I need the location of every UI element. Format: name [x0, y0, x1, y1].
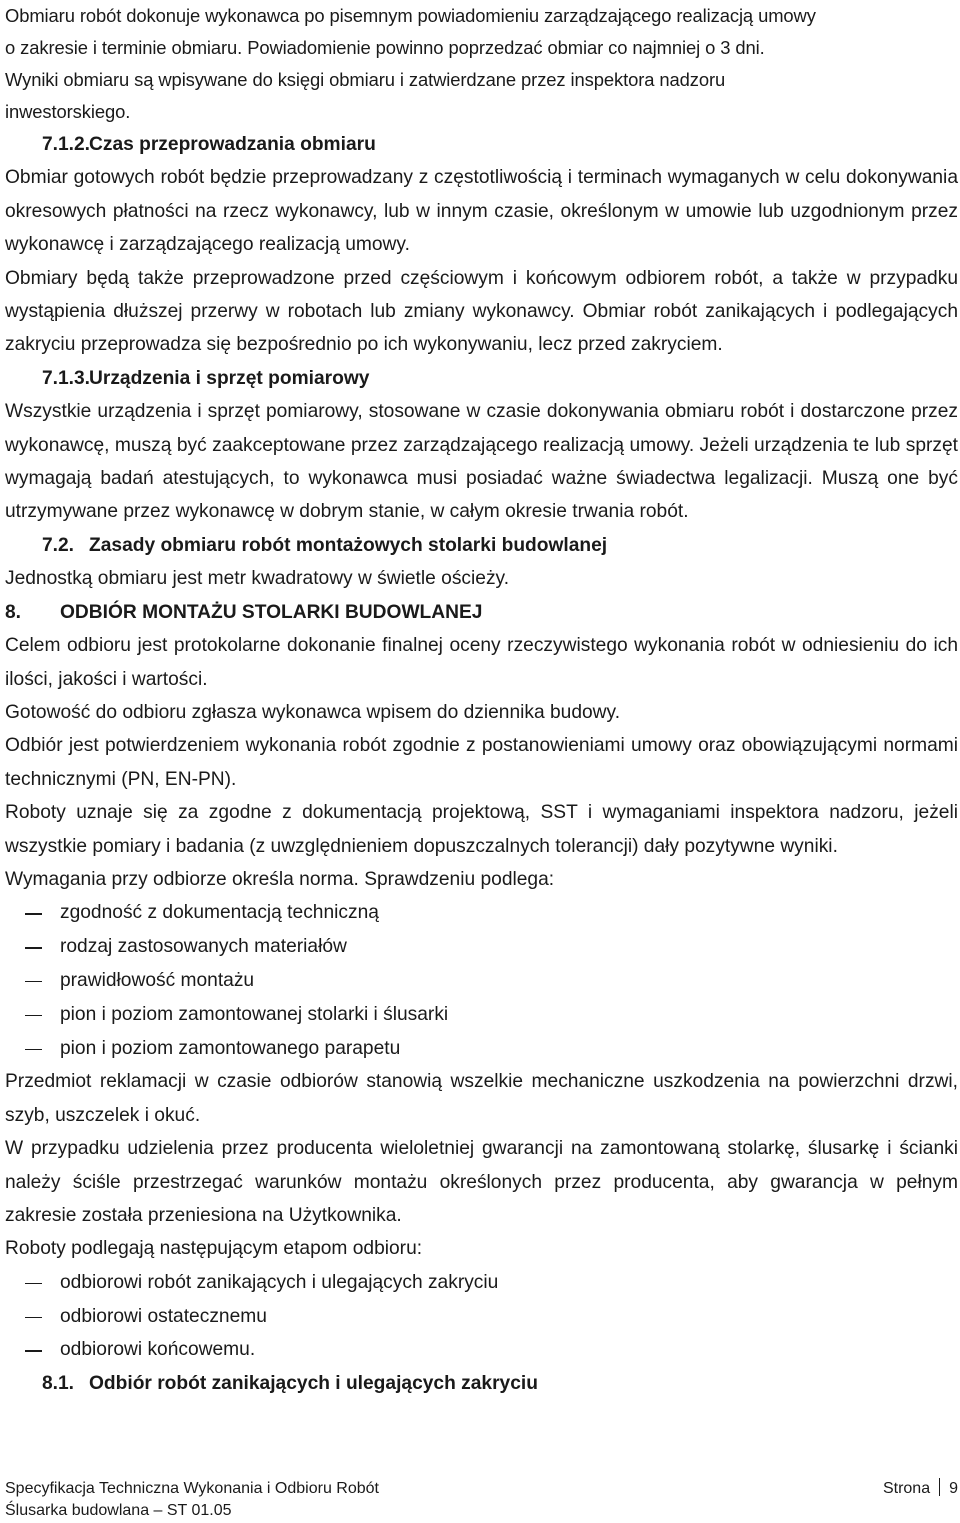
footer-spec-code: Ślusarka budowlana – ST 01.05 [5, 1502, 232, 1519]
paragraph: Wymagania przy odbiorze określa norma. Sprawdzeniu podlega: [5, 868, 555, 890]
dash-bullet-icon [25, 981, 42, 983]
list-item: pion i poziom zamontowanej stolarki i ślusarki [5, 998, 958, 1032]
paragraph: Celem odbioru jest protokolarne dokonanie finalnej oceny rzeczywistego wykonania robót w odniesieniu do ich ilości, jakości i wartości. [5, 635, 958, 690]
dash-bullet-icon [25, 1317, 42, 1319]
footer-spec-title: Specyfikacja Techniczna Wykonania i Odbioru Robót [5, 1480, 379, 1497]
section-title: ODBIÓR MONTAŻU STOLARKI BUDOWLANEJ [60, 601, 483, 623]
intro-line: inwestorskiego. [5, 101, 131, 122]
dash-bullet-icon [25, 1049, 42, 1051]
section-number: 7.1.2. [42, 134, 91, 155]
dash-bullet-icon [25, 947, 42, 949]
dash-bullet-icon [25, 1350, 42, 1352]
paragraph: Jednostką obmiaru jest metr kwadratowy w świetle ościeży. [5, 568, 510, 590]
section-heading-8 [5, 596, 958, 629]
page-label: Strona [882, 1480, 931, 1497]
section-heading-7-1-3 [5, 362, 958, 395]
section-title: Odbiór robót zanikających i ulegających zakryciu [89, 1373, 538, 1395]
list-item: odbiorowi końcowemu. [5, 1333, 958, 1367]
list-item: prawidłowość montażu [5, 964, 958, 998]
paragraph: Przedmiot reklamacji w czasie odbiorów stanowią wszelkie mechaniczne uszkodzenia na powierzchni drzwi, szyb, uszczelek i okuć. [5, 1071, 958, 1126]
intro-line: Obmiaru robót dokonuje wykonawca po pisemnym powiadomieniu zarządzającego realizacją umowy [5, 5, 816, 26]
section-heading-8-1 [5, 1367, 958, 1400]
list-item: odbiorowi ostatecznemu [5, 1300, 958, 1334]
intro-text [5, 0, 958, 128]
section-heading-7-2 [5, 529, 958, 562]
document-page [5, 0, 958, 1401]
checks-list [5, 896, 958, 1065]
section-number: 8. [5, 601, 22, 623]
page-number: 9 [949, 1480, 958, 1497]
section-number: 7.2. [42, 534, 75, 556]
stages-list [5, 1266, 958, 1367]
section-number: 7.1.3. [42, 367, 91, 389]
paragraph: Wszystkie urządzenia i sprzęt pomiarowy, stosowane w czasie dokonywania obmiaru robót i dostarczone przez wykonawcę, muszą być zaakceptowane przez zarządzającego realizacją umowy. Jeżeli urządzenia te lub sprzęt wymagają badań atestujących, to wykonawca musi posiadać ważne świadectwa legalizacji. Muszą one być utrzymywane przez wykonawcę w dobrym stanie, w całym okresie trwania robót. [5, 401, 958, 523]
section-title: Urządzenia i sprzęt pomiarowy [89, 367, 370, 389]
dash-bullet-icon [25, 1015, 42, 1017]
dash-bullet-icon [25, 1283, 42, 1285]
list-item: odbiorowi robót zanikających i ulegających zakryciu [5, 1266, 958, 1300]
intro-line: o zakresie i terminie obmiaru. Powiadomienie powinno poprzedzać obmiar co najmniej o 3 dni. [5, 37, 765, 58]
section-title: Czas przeprowadzania obmiaru [89, 134, 376, 155]
paragraph: Obmiar gotowych robót będzie przeprowadzany z częstotliwością i terminach wymaganych w celu dokonywania okresowych płatności na rzecz wykonawcy, lub w innym czasie, określonym w umowie lub uzgodnionym przez wykonawcę i zarządzającego realizacją umowy. [5, 167, 958, 256]
paragraph: Roboty podlegają następującym etapom odbioru: [5, 1238, 423, 1260]
page-footer [5, 1478, 958, 1522]
paragraph: Roboty uznaje się za zgodne z dokumentacją projektową, SST i wymaganiami inspektora nadzoru, jeżeli wszystkie pomiary i badania (z uwzględnieniem dopuszczalnych tolerancji) dały pozytywne wyniki. [5, 802, 958, 857]
intro-line: Wyniki obmiaru są wpisywane do księgi obmiaru i zatwierdzane przez inspektora nadzoru [5, 69, 726, 90]
paragraph: Odbiór jest potwierdzeniem wykonania robót zgodnie z postanowieniami umowy oraz obowiązującymi normami technicznymi (PN, EN-PN). [5, 735, 958, 790]
list-item: rodzaj zastosowanych materiałów [5, 930, 958, 964]
page-number-block [883, 1478, 958, 1500]
section-title: Zasady obmiaru robót montażowych stolarki budowlanej [89, 534, 608, 556]
paragraph: Gotowość do odbioru zgłasza wykonawca wpisem do dziennika budowy. [5, 701, 621, 723]
list-item: zgodność z dokumentacją techniczną [5, 896, 958, 930]
list-item: pion i poziom zamontowanego parapetu [5, 1032, 958, 1066]
section-number: 8.1. [42, 1373, 75, 1395]
paragraph: Obmiary będą także przeprowadzone przed częściowym i końcowym odbiorem robót, a także w przypadku wystąpienia dłuższej przerwy w robotach lub zmiany wykonawcy. Obmiar robót zanikających i podlegających zakryciu przeprowadza się bezpośrednio po ich wykonywaniu, lecz przed zakryciem. [5, 267, 958, 356]
separator [939, 1478, 940, 1496]
paragraph: W przypadku udzielenia przez producenta wieloletniej gwarancji na zamontowaną stolarkę, ślusarkę i ścianki należy ściśle przestrzegać warunków montażu określonych przez producenta, aby gwarancja w pełnym zakresie została przeniesiona na Użytkownika. [5, 1138, 958, 1226]
section-heading-7-1-2 [5, 128, 958, 161]
dash-bullet-icon [25, 913, 42, 915]
